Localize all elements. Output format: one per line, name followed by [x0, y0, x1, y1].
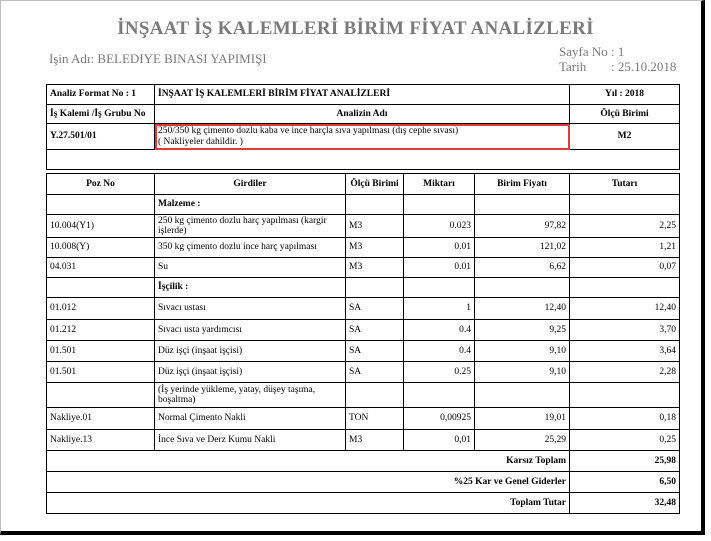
miktar-cell: 0.4: [404, 320, 475, 341]
girdi-cell: Su: [155, 258, 346, 278]
girdi-cell: Sıvacı ustası: [155, 298, 346, 320]
tutar-cell: 3,70: [570, 320, 680, 341]
item-description-line1: 250/350 kg çimento dozlu kaba ve ince harçla sıva yapılması (dış cephe sıvası): [158, 126, 459, 137]
miktar-cell: [404, 195, 475, 215]
poz-cell: 04.031: [47, 258, 155, 278]
olcu-cell: TON: [346, 408, 404, 430]
tutar-cell: 2,28: [570, 362, 680, 383]
birim-fiyat-cell: [475, 383, 570, 408]
item-code: Y.27.501/01: [47, 124, 155, 150]
analysis-info-table: [46, 84, 680, 170]
table-row: [47, 238, 680, 258]
miktar-cell: 0,00925: [404, 408, 475, 430]
tutar-cell: 0,07: [570, 258, 680, 278]
birim-fiyat-cell: 9,10: [475, 341, 570, 362]
tutar-cell: 2,25: [570, 215, 680, 238]
spacer-row: [47, 150, 680, 170]
col-header-miktar: Miktarı: [404, 174, 475, 195]
birim-fiyat-cell: 19,01: [475, 408, 570, 430]
girdi-cell: İşçilik :: [155, 278, 346, 298]
tutar-cell: 1,21: [570, 238, 680, 258]
page-number-label: Sayfa No: [559, 44, 608, 59]
girdi-cell: Düz işçi (inşaat işçisi): [155, 362, 346, 383]
report-date-value: : 25.10.2018: [611, 59, 677, 74]
poz-cell: 10.004(Y1): [47, 215, 155, 238]
poz-cell: 01.012: [47, 298, 155, 320]
poz-cell: 01.212: [47, 320, 155, 341]
miktar-cell: 1: [404, 298, 475, 320]
table-row: [47, 215, 680, 238]
olcu-cell: M3: [346, 215, 404, 238]
total-label: Karsız Toplam: [47, 451, 570, 472]
miktar-cell: [404, 278, 475, 298]
table-row: [47, 298, 680, 320]
miktar-cell: 0.4: [404, 341, 475, 362]
poz-cell: [47, 278, 155, 298]
total-value: 25,98: [570, 451, 680, 472]
table-row: [47, 430, 680, 451]
table-row: [47, 408, 680, 430]
col-header-olcu: Ölçü Birimi: [346, 174, 404, 195]
girdi-cell: (İş yerinde yükleme, yatay, düşey taşıma, boşaltma): [155, 383, 346, 408]
unit-label: Ölçü Birimi: [570, 105, 680, 124]
item-unit: M2: [570, 124, 680, 150]
report-date-label: Tarih: [559, 59, 587, 74]
total-value: 32,48: [570, 493, 680, 514]
olcu-cell: [346, 278, 404, 298]
item-description: [155, 124, 570, 150]
olcu-cell: M3: [346, 430, 404, 451]
item-description-line2: ( Nakliyeler dahildir. ): [158, 136, 243, 147]
group-label: İş Kalemi /İş Grubu No: [47, 105, 155, 124]
poz-cell: 01.501: [47, 362, 155, 383]
table-row: [47, 278, 680, 298]
miktar-cell: 0.01: [404, 258, 475, 278]
tutar-cell: 0,18: [570, 408, 680, 430]
birim-fiyat-cell: 25,29: [475, 430, 570, 451]
report-date: [559, 59, 676, 75]
birim-fiyat-cell: [475, 278, 570, 298]
table-row: [47, 341, 680, 362]
year-label: Yıl : 2018: [570, 85, 680, 105]
tutar-cell: [570, 383, 680, 408]
total-row: [47, 493, 680, 514]
page-number-value: : 1: [611, 44, 625, 59]
poz-cell: [47, 383, 155, 408]
olcu-cell: [346, 195, 404, 215]
poz-cell: Nakliye.13: [47, 430, 155, 451]
table-row: [47, 362, 680, 383]
olcu-cell: M3: [346, 238, 404, 258]
girdi-cell: Normal Çimento Nakli: [155, 408, 346, 430]
birim-fiyat-cell: 12,40: [475, 298, 570, 320]
total-value: 6,50: [570, 472, 680, 493]
poz-cell: 10.008(Y): [47, 238, 155, 258]
total-label: %25 Kar ve Genel Giderler: [47, 472, 570, 493]
total-label: Toplam Tutar: [47, 493, 570, 514]
tutar-cell: 12,40: [570, 298, 680, 320]
olcu-cell: SA: [346, 298, 404, 320]
olcu-cell: SA: [346, 341, 404, 362]
birim-fiyat-cell: 9,25: [475, 320, 570, 341]
girdi-cell: Düz işçi (inşaat işçisi): [155, 341, 346, 362]
total-row: [47, 472, 680, 493]
page-title: İNŞAAT İŞ KALEMLERİ BİRİM FİYAT ANALİZLERİ: [117, 18, 594, 39]
birim-fiyat-cell: [475, 195, 570, 215]
tutar-cell: [570, 278, 680, 298]
format-label: Analiz Format No : 1: [47, 85, 155, 105]
olcu-cell: [346, 383, 404, 408]
poz-cell: [47, 195, 155, 215]
job-name: Işin Adı: BELEDIYE BINASI YAPIMIŞI: [49, 51, 267, 66]
table-row: [47, 383, 680, 408]
birim-fiyat-cell: 97,82: [475, 215, 570, 238]
girdi-cell: 350 kg çimento dozlu ince harç yapılması: [155, 238, 346, 258]
girdi-cell: İnce Sıva ve Derz Kumu Nakli: [155, 430, 346, 451]
birim-fiyat-cell: 9,10: [475, 362, 570, 383]
tutar-cell: 3,64: [570, 341, 680, 362]
table-row: [47, 195, 680, 215]
col-header-poz: Poz No: [47, 174, 155, 195]
miktar-cell: 0,01: [404, 430, 475, 451]
miktar-cell: 0.01: [404, 238, 475, 258]
table-row: [47, 258, 680, 278]
poz-cell: 01.501: [47, 341, 155, 362]
miktar-cell: [404, 383, 475, 408]
page-number: [559, 44, 624, 60]
analysis-table: [46, 173, 680, 514]
girdi-cell: Sıvacı usta yardımcısı: [155, 320, 346, 341]
girdi-cell: 250 kg çimento dozlu harç yapılması (kargir işlerde): [155, 215, 346, 238]
olcu-cell: SA: [346, 362, 404, 383]
olcu-cell: SA: [346, 320, 404, 341]
tutar-cell: 0,25: [570, 430, 680, 451]
col-header-birim-fiyat: Birim Fiyatı: [475, 174, 570, 195]
miktar-cell: 0.023: [404, 215, 475, 238]
girdi-cell: Malzeme :: [155, 195, 346, 215]
olcu-cell: M3: [346, 258, 404, 278]
total-row: [47, 451, 680, 472]
table-row: [47, 320, 680, 341]
birim-fiyat-cell: 121,02: [475, 238, 570, 258]
analysis-name-label: Analizin Adı: [155, 105, 570, 124]
col-header-tutar: Tutarı: [570, 174, 680, 195]
birim-fiyat-cell: 6,62: [475, 258, 570, 278]
analysis-title: İNŞAAT İŞ KALEMLERİ BİRİM FİYAT ANALİZLERİ: [155, 85, 570, 105]
tutar-cell: [570, 195, 680, 215]
poz-cell: Nakliye.01: [47, 408, 155, 430]
col-header-girdiler: Girdiler: [155, 174, 346, 195]
miktar-cell: 0.25: [404, 362, 475, 383]
